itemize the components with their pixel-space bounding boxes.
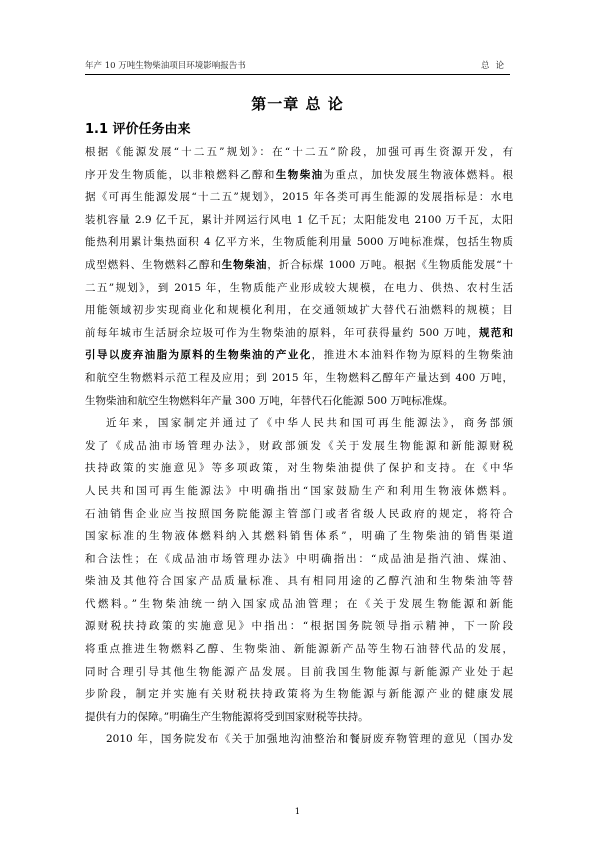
body-text [85,141,513,751]
text-line [85,277,513,300]
text-run: 扶持政策的实施意见》等多项政策，对生物柴油提供了保护和支持。在《中华 [85,462,513,475]
text-run: 人民共和国可再生能源法》中明确指出“国家鼓励生产和利用生物液体燃料。 [85,484,513,497]
text-run: 发了《成品油市场管理办法》，财政部颁发《关于发展生物能源和新能源财税 [85,439,513,452]
text-run: 前每年城市生活厨余垃圾可作为生物柴油的原料，年可获得量约 500 万吨， [85,326,479,339]
text-line [85,254,513,277]
text-run: 近年来，国家制定并通过了《中华人民共和国可再生能源法》，商务部颁 [106,417,513,430]
text-line [85,412,513,435]
text-line [85,299,513,322]
text-line [85,503,513,526]
header-chapter: 总论 [480,61,510,71]
page-number: 1 [294,807,301,817]
text-line [85,186,513,209]
text-line [85,683,513,706]
text-run: 能热利用累计集热面积 4 亿平方米，生物质能利用量 5000 万吨标准煤，包括生物质 [85,236,513,249]
text-line [85,706,513,729]
text-line [85,728,513,751]
header-title: 年产 10 万吨生物柴油项目环境影响报告书 [85,61,246,71]
text-run: 源财税扶持政策的实施意见》中指出：“根据国务院领导指示精神，下一阶段 [85,620,513,633]
text-run: 据《可再生能源发展“十二五”规划》，2015 年各类可再生能源的发展指标是：水电 [85,191,513,204]
text-line [85,367,513,390]
text-run: 成型燃料、生物燃料乙醇和 [85,258,222,271]
text-run: 将重点推进生物燃料乙醇、生物柴油、新能源新产品等生物石油替代品的发展， [85,643,513,656]
chapter-title: 第一章 总 论 [251,95,344,113]
text-line [85,141,513,164]
text-line [85,548,513,571]
text-run: ，推进木本油料作物为原料的生物柴油 [311,349,514,362]
text-line [85,457,513,480]
text-line [85,390,513,413]
text-line [85,525,513,548]
text-run: 生物柴油和航空生物燃料年产量 300 万吨，年替代石化能源 500 万吨标准煤。 [85,394,454,407]
text-line [85,661,513,684]
text-run: 柴油及其他符合国家产品质量标准、具有相同用途的乙醇汽油和生物柴油等替 [85,575,513,588]
text-run: 石油销售企业应当按照国务院能源主管部门或者省级人民政府的规定，将符合 [85,507,513,520]
text-line [85,593,513,616]
text-run: 和航空生物燃料示范工程及应用；到 2015 年，生物燃料乙醇年产量达到 400 万吨， [85,371,513,384]
text-line [85,615,513,638]
text-line [85,322,513,345]
text-run: 根据《能源发展“十二五”规划》：在“十二五”阶段，加强可再生资源开发，有 [85,146,513,158]
bold-text-run: 生物柴油 [221,258,268,271]
bold-text-run: 生物柴油 [275,168,324,181]
text-run: 步阶段，制定并实施有关财税扶持政策将为生物能源与新能源产业的健康发展 [85,688,513,701]
text-line [85,164,513,187]
text-line [85,570,513,593]
text-run: 和合法性；在《成品油市场管理办法》中明确指出：“成品油是指汽油、煤油、 [85,552,513,565]
text-run: 2010 年，国务院发布《关于加强地沟油整治和餐厨废弃物管理的意见（国办发 [106,733,513,746]
text-run: 用能领域初步实现商业化和规模化利用，在交通领域扩大替代石油燃料的规模；目 [85,304,513,317]
text-run: 提供有力的保障。”明确生产生物能源将受到国家财税等扶持。 [85,710,369,723]
section-heading: 1.1 评价任务由来 [85,122,191,137]
bold-text-run: 规范和 [478,326,513,339]
text-run: 为重点，加快发展生物液体燃料。根 [323,168,514,181]
bold-text-run: 引导以废弃油脂为原料的生物柴油的产业化 [85,349,312,362]
running-header [85,57,510,75]
text-run: ，折合标煤 1000 万吨。根据《生物质能发展“十 [267,258,514,271]
text-line [85,209,513,232]
text-run: 同时合理引导其他生物能源产品发展。目前我国生物能源与新能源产业处于起 [85,665,513,678]
text-run: 序开发生物质能，以非粮燃料乙醇和 [85,168,276,181]
text-line [85,638,513,661]
text-run: 代燃料。”生物柴油统一纳入国家成品油管理；在《关于发展生物能源和新能 [85,597,513,610]
text-line [85,480,513,503]
text-run: 二五”规划》，到 2015 年，生物质能产业形成较大规模，在电力、供热、农村生活 [85,281,513,294]
text-run: 装机容量 2.9 亿千瓦，累计并网运行风电 1 亿千瓦；太阳能发电 2100 万千瓦，太阳 [85,213,513,226]
text-run: 国家标准的生物液体燃料纳入其燃料销售体系”，明确了生物柴油的销售渠道 [85,530,513,543]
text-line [85,231,513,254]
text-line [85,435,513,458]
text-line [85,344,513,367]
